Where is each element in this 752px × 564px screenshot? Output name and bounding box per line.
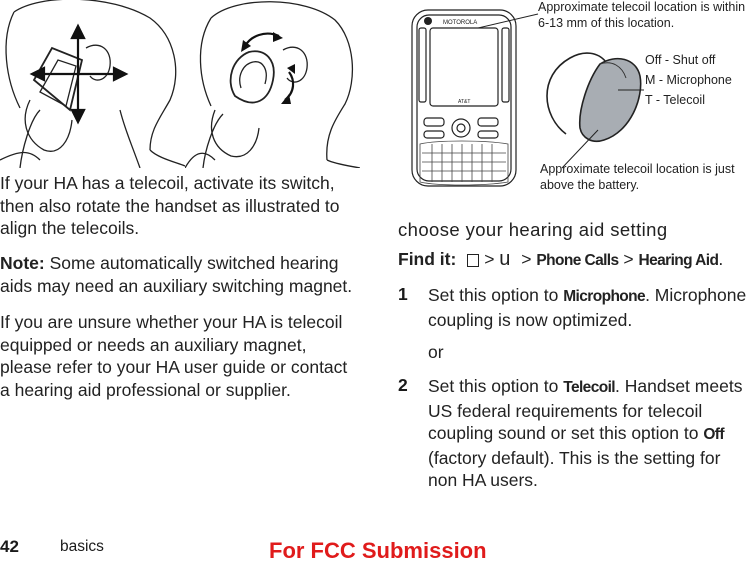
option-microphone: Microphone [563,288,646,305]
legend-telecoil: T - Telecoil [645,93,705,107]
note-text: Some automatically switched hearing aids may need an auxiliary switching magnet. [0,253,353,296]
note-label: Note: [0,253,45,273]
step-2-number: 2 [398,375,408,395]
section-heading: choose your hearing aid setting [398,219,668,240]
callout-bottom: Approximate telecoil location is just above the battery. [540,162,735,192]
svg-text:AT&T: AT&T [458,99,471,105]
u-key-glyph: u [499,248,511,270]
head-illustration-right [185,0,360,168]
legend-microphone: M - Microphone [645,73,732,87]
option-off: Off [703,426,724,443]
menu-phone-calls: Phone Calls [536,252,619,269]
svg-text:MOTOROLA: MOTOROLA [443,20,478,26]
legend-off: Off - Shut off [645,53,716,67]
page-number: 42 [0,537,19,556]
option-telecoil: Telecoil [563,379,616,396]
unsure-paragraph: If you are unsure whether your HA is telecoil equipped or needs an auxiliary magnet, please refer to your HA user guide or contact a hearing aid professional or supplier. [0,312,348,400]
or-text: or [428,342,444,362]
section-name: basics [60,538,104,555]
step-2-text: Set this option to Telecoil. Handset meets US federal requirements for telecoil coupling sound or set this option to Off (factory default). This is the setting for non HA users. [428,376,743,490]
switch-legend [645,50,752,110]
step-1-text: Set this option to Microphone. Microphone coupling is now optimized. [428,285,747,330]
step-1-number: 1 [398,284,408,304]
find-it-path: Find it: > u > Phone Calls > Hearing Aid. [398,248,724,270]
find-it-label: Find it: [398,249,457,269]
menu-hearing-aid: Hearing Aid [638,252,719,269]
callout-top: Approximate telecoil location is within 6-13 mm of this location. [538,0,746,30]
menu-key-icon [467,254,479,267]
fcc-watermark: For FCC Submission [269,538,487,563]
telecoil-instructions: If your HA has a telecoil, activate its switch, then also rotate the handset as illustrated to align the telecoils. [0,173,340,238]
note-paragraph [0,252,360,297]
head-illustration-left [0,0,185,168]
